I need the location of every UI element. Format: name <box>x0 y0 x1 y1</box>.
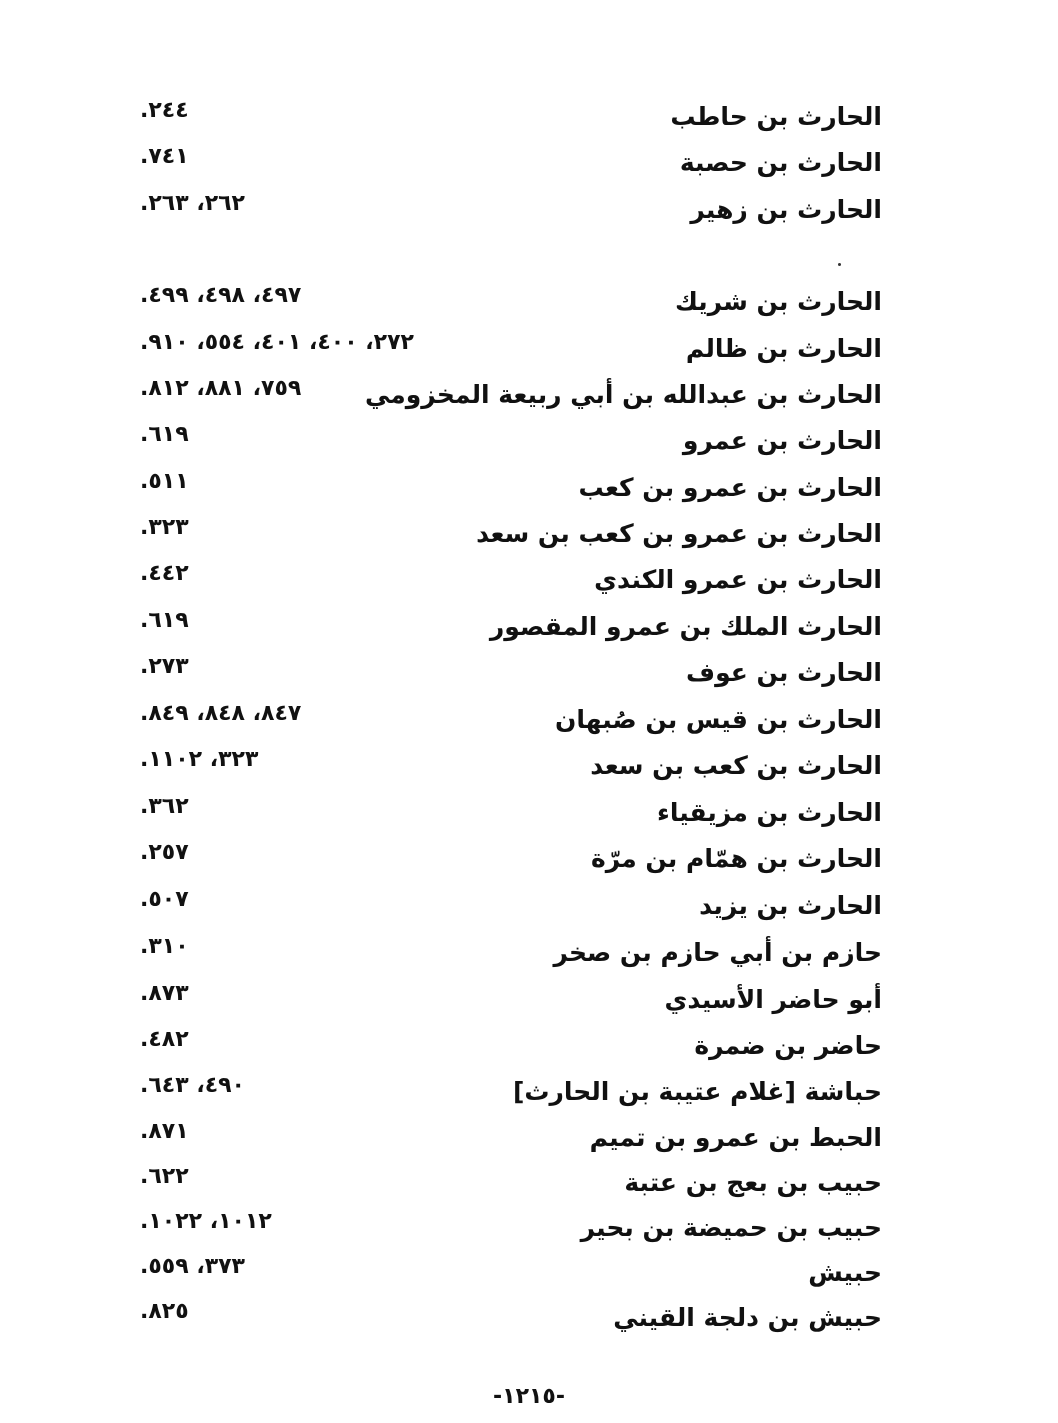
index-entry <box>140 700 882 740</box>
index-entry <box>140 980 882 1020</box>
entry-name: الحارث بن عبدالله بن أبي ربيعة المخزومي <box>364 380 882 409</box>
index-entry <box>140 746 882 786</box>
entry-name: الحارث بن همّام بن مرّة <box>590 844 882 873</box>
index-entry <box>140 282 882 322</box>
entry-name: حازم بن أبي حازم بن صخر <box>553 938 882 967</box>
entry-name: الحارث بن زهير <box>690 195 882 224</box>
entry-name: حبيش <box>808 1258 882 1287</box>
index-entry <box>140 933 882 973</box>
index-entry <box>140 653 882 693</box>
entry-pages: ٣٦٢. <box>140 794 189 819</box>
entry-name: حباشة [غلام عتيبة بن الحارث] <box>512 1077 882 1106</box>
entry-pages: ٥١١. <box>140 469 189 494</box>
entry-pages: ٦٢٢. <box>140 1164 189 1189</box>
entry-pages: ٣٢٣، ١١٠٢. <box>140 747 259 772</box>
index-entry <box>140 1253 882 1293</box>
entry-name: الحبط بن عمرو بن تميم <box>589 1123 882 1152</box>
entry-pages: ١٠١٢، ١٠٢٢. <box>140 1209 272 1234</box>
entry-name: حبيب بن حميضة بن بحير <box>580 1213 882 1242</box>
entry-pages: ٣١٠. <box>140 934 189 959</box>
index-entry <box>140 793 882 833</box>
index-entry <box>140 421 882 461</box>
entry-pages: ٤٩٠، ٦٤٣. <box>140 1073 245 1098</box>
index-entry <box>140 514 882 554</box>
entry-name: الحارث بن حاطب <box>670 102 882 131</box>
index-entry <box>140 468 882 508</box>
entry-pages: ٤٤٢. <box>140 561 189 586</box>
entry-name: حبيش بن دلجة القيني <box>613 1303 882 1332</box>
ink-speck <box>838 263 841 266</box>
entry-name: الحارث بن شريك <box>675 287 882 316</box>
index-entry <box>140 886 882 926</box>
entry-pages: ٢٥٧. <box>140 840 189 865</box>
index-entry <box>140 560 882 600</box>
entry-pages: ٣٢٣. <box>140 515 189 540</box>
index-entry <box>140 1208 882 1248</box>
entry-pages: ٨٧١. <box>140 1119 189 1144</box>
index-entry <box>140 190 882 230</box>
entry-pages: ٢٧٣. <box>140 654 189 679</box>
index-entry <box>140 1298 882 1338</box>
index-entry <box>140 375 882 415</box>
entry-pages: ٦١٩. <box>140 422 189 447</box>
index-entry <box>140 839 882 879</box>
entry-name: الحارث بن يزيد <box>699 891 882 920</box>
entry-name: الحارث بن عمرو الكندي <box>594 565 882 594</box>
index-entry <box>140 329 882 369</box>
entry-pages: ٢٦٢، ٢٦٣. <box>140 191 245 216</box>
entry-pages: ٢٧٢، ٤٠٠، ٤٠١، ٥٥٤، ٩١٠. <box>140 330 414 355</box>
entry-pages: ٨٧٣. <box>140 981 189 1006</box>
entry-name: الحارث بن عمرو بن كعب بن سعد <box>476 519 882 548</box>
index-entry <box>140 1026 882 1066</box>
entry-pages: ٣٧٣، ٥٥٩. <box>140 1254 245 1279</box>
index-entry <box>140 143 882 183</box>
entry-name: حبيب بن بعج بن عتبة <box>624 1168 882 1197</box>
entry-name: الحارث بن عوف <box>686 658 882 687</box>
entry-name: الحارث بن حصبة <box>679 148 882 177</box>
entry-name: الحارث بن عمرو بن كعب <box>578 473 882 502</box>
entry-pages: ٨٢٥. <box>140 1299 189 1324</box>
entry-name: أبو حاضر الأسيدي <box>664 985 882 1014</box>
entry-name: الحارث بن عمرو <box>682 426 882 455</box>
index-entry <box>140 97 882 137</box>
entry-name: حاضر بن ضمرة <box>694 1031 882 1060</box>
entry-pages: ٤٩٧، ٤٩٨، ٤٩٩. <box>140 283 302 308</box>
page-number: -١٢١٥- <box>493 1384 565 1409</box>
entry-name: الحارث بن مزيقياء <box>657 798 882 827</box>
entry-pages: ٧٥٩، ٨٨١، ٨١٢. <box>140 376 302 401</box>
entry-pages: ٢٤٤. <box>140 98 189 123</box>
entry-name: الحارث بن كعب بن سعد <box>590 751 882 780</box>
entry-name: الحارث بن قيس بن صُبهان <box>555 705 882 734</box>
entry-pages: ٨٤٧، ٨٤٨، ٨٤٩. <box>140 701 302 726</box>
entry-name: الحارث الملك بن عمرو المقصور <box>489 612 882 641</box>
entry-pages: ٥٠٧. <box>140 887 189 912</box>
index-entry <box>140 607 882 647</box>
index-entry <box>140 1072 882 1112</box>
entry-pages: ٤٨٢. <box>140 1027 189 1052</box>
entry-pages: ٧٤١. <box>140 144 189 169</box>
index-entry <box>140 1118 882 1158</box>
entry-name: الحارث بن ظالم <box>685 334 882 363</box>
entry-pages: ٦١٩. <box>140 608 189 633</box>
index-entry <box>140 1163 882 1203</box>
